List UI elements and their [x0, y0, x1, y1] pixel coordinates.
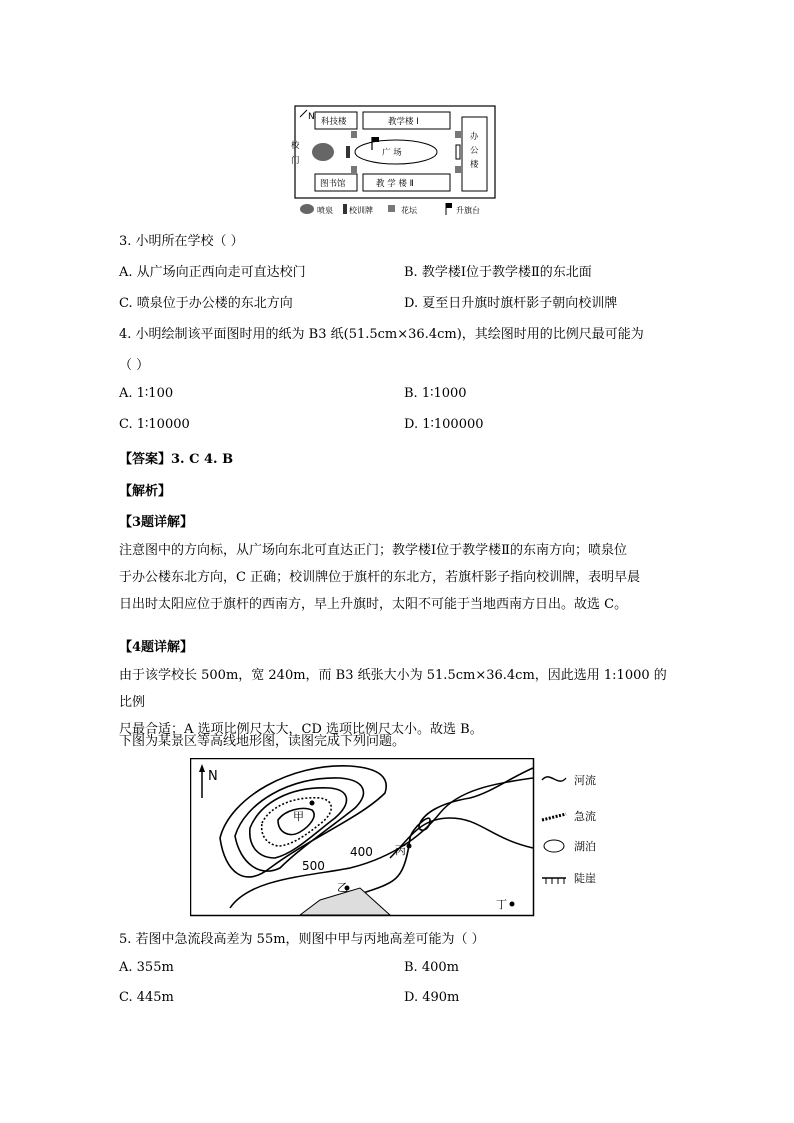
river-line	[358, 768, 533, 895]
detail-4-heading: 【4题详解】	[119, 640, 194, 655]
q5-option-d: D. 490m	[404, 990, 460, 1005]
question-4-stem: 4. 小明绘制该平面图时用的纸为 B3 纸(51.5cm×36.4cm)，其绘图时用的比例尺最可能为	[119, 327, 644, 342]
svg-text:办: 办	[470, 132, 479, 142]
north-label: N	[308, 112, 315, 122]
svg-text:急流: 急流	[574, 810, 596, 823]
contour-500: 500	[302, 859, 325, 873]
north-label: N	[208, 769, 218, 784]
campus-plan-map	[290, 103, 500, 223]
point-ding: 丁	[496, 898, 507, 911]
svg-text:校训牌: 校训牌	[349, 206, 373, 215]
point-jia: 甲	[293, 810, 304, 823]
svg-text:教学楼 I: 教学楼 I	[388, 117, 419, 127]
q4-option-c: C. 1∶10000	[119, 417, 190, 432]
point-bing: 丙	[395, 844, 406, 857]
svg-text:广 场: 广 场	[382, 148, 402, 158]
svg-text:陡崖: 陡崖	[574, 872, 596, 885]
svg-text:校: 校	[291, 141, 300, 151]
svg-text:教 学 楼 Ⅱ: 教 学 楼 Ⅱ	[376, 179, 414, 189]
question-4-stem-cont: （ ）	[119, 358, 150, 373]
map-intro: 下图为某景区等高线地形图，读图完成下列问题。	[119, 734, 406, 749]
svg-text:公: 公	[470, 146, 479, 156]
detail-3-heading: 【3题详解】	[119, 515, 194, 530]
q5-option-c: C. 445m	[119, 990, 174, 1005]
svg-text:喷泉: 喷泉	[317, 206, 333, 215]
svg-text:科技楼: 科技楼	[321, 117, 347, 127]
question-3-stem: 3. 小明所在学校（ ）	[119, 234, 244, 249]
svg-text:升旗台: 升旗台	[456, 206, 480, 215]
motto-board-icon	[346, 146, 350, 158]
svg-text:门: 门	[291, 156, 300, 166]
svg-text:河流: 河流	[574, 774, 596, 787]
answer-line: 【答案】3. C 4. B	[119, 452, 234, 467]
question-5-stem: 5. 若图中急流段高差为 55m，则图中甲与丙地高差可能为（ ）	[119, 932, 485, 947]
point-yi: 乙	[337, 881, 348, 894]
analysis-heading: 【解析】	[119, 484, 172, 499]
q5-option-b: B. 400m	[404, 960, 459, 975]
detail-3-text: 注意图中的方向标，从广场向东北可直达正门；教学楼Ⅰ位于教学楼Ⅱ的东南方向；喷泉位 于办公楼东北方向，C 正确；校训牌位于旗杆的东北方，若旗杆影子指向校训牌，表明早晨 日出时太阳应位于旗杆的西南方，早上升旗时，太阳不可能于当地西南方日出。故选 C。	[119, 543, 641, 612]
q3-option-d: D. 夏至日升旗时旗杆影子朝向校训牌	[404, 296, 618, 311]
detail-4-text: 由于该学校长 500m，宽 240m，而 B3 纸张大小为 51.5cm×36.4cm，因此选用 1:1000 的比例 尺最合适；A 选项比例尺太大，CD 选项比例尺太小。故选 B。	[119, 668, 667, 737]
q3-option-b: B. 教学楼Ⅰ位于教学楼Ⅱ的东北面	[404, 265, 592, 280]
q3-option-a: A. 从广场向正西向走可直达校门	[119, 265, 306, 280]
svg-text:湖泊: 湖泊	[574, 840, 596, 853]
q4-option-b: B. 1∶1000	[404, 386, 467, 401]
svg-text:楼: 楼	[470, 160, 479, 170]
svg-text:图书馆: 图书馆	[320, 179, 346, 189]
contour-map	[190, 758, 620, 918]
q3-option-c: C. 喷泉位于办公楼的东北方向	[119, 296, 293, 311]
q5-option-a: A. 355m	[119, 960, 174, 975]
q4-option-a: A. 1∶100	[119, 386, 174, 401]
fountain-icon	[312, 143, 334, 161]
svg-text:花坛: 花坛	[401, 206, 417, 215]
contour-400: 400	[350, 845, 373, 859]
q4-option-d: D. 1∶100000	[404, 417, 484, 432]
